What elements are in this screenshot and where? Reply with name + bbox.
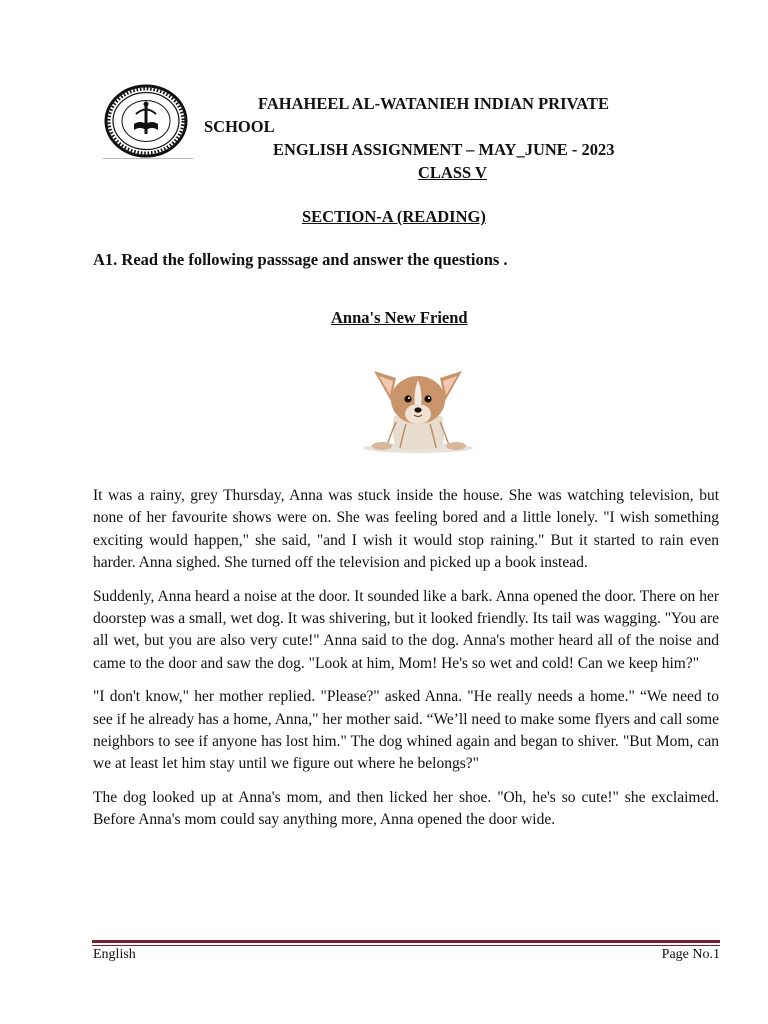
school-name-line2: SCHOOL: [204, 117, 275, 136]
passage-paragraph-2: Suddenly, Anna heard a noise at the door. It sounded like a bark. Anna opened the door. There on her doorstep was a small, wet dog. It was shivering, but it looked friendly. Its tail was wagging. "You are all wet, but you are also very cute!" Anna said to the dog. Anna's mother heard all of the noise and came to the door and saw the dog. "Look at him, Mom! He's so wet and cold! Can we keep him?": [93, 587, 719, 672]
footer-rule-thin: [92, 945, 720, 946]
question-heading: A1. Read the following passsage and answer the questions .: [93, 250, 508, 269]
footer-subject: English: [93, 947, 136, 962]
class-label: CLASS V: [418, 163, 487, 182]
section-title: SECTION-A (READING): [302, 207, 486, 226]
passage-paragraph-1: It was a rainy, grey Thursday, Anna was stuck inside the house. She was watching television, but none of her favourite shows were on. She was feeling bored and a little lonely. "I wish something exciting would happen," she said, "and I wish it would stop raining." But it started to rain even harder. Anna sighed. She turned off the television and picked up a book instead.: [93, 487, 719, 572]
passage-paragraph-4: The dog looked up at Anna's mom, and then licked her shoe. "Oh, he's so cute!" she exclaimed. Before Anna's mom could say anything more, Anna opened the door wide.: [93, 788, 719, 829]
assignment-title: ENGLISH ASSIGNMENT – MAY_JUNE - 2023: [273, 140, 615, 159]
story-passage: [93, 485, 719, 843]
story-title: Anna's New Friend: [331, 308, 468, 327]
chihuahua-dog-image: [360, 358, 476, 454]
logo-underline: [103, 158, 193, 159]
passage-paragraph-3: "I don't know," her mother replied. "Please?" asked Anna. "He really needs a home." “We need to see if he already has a home, Anna," her mother said. “We’ll need to make some flyers and call some neighbors to see if anyone has lost him." The dog whined again and began to shiver. "But Mom, can we at least let him stay until we figure out where he belongs?": [93, 688, 719, 773]
footer-rule: [92, 940, 720, 943]
school-logo: [103, 84, 189, 158]
footer-page-number: Page No.1: [661, 947, 720, 962]
school-name-line1: FAHAHEEL AL-WATANIEH INDIAN PRIVATE: [258, 94, 609, 113]
